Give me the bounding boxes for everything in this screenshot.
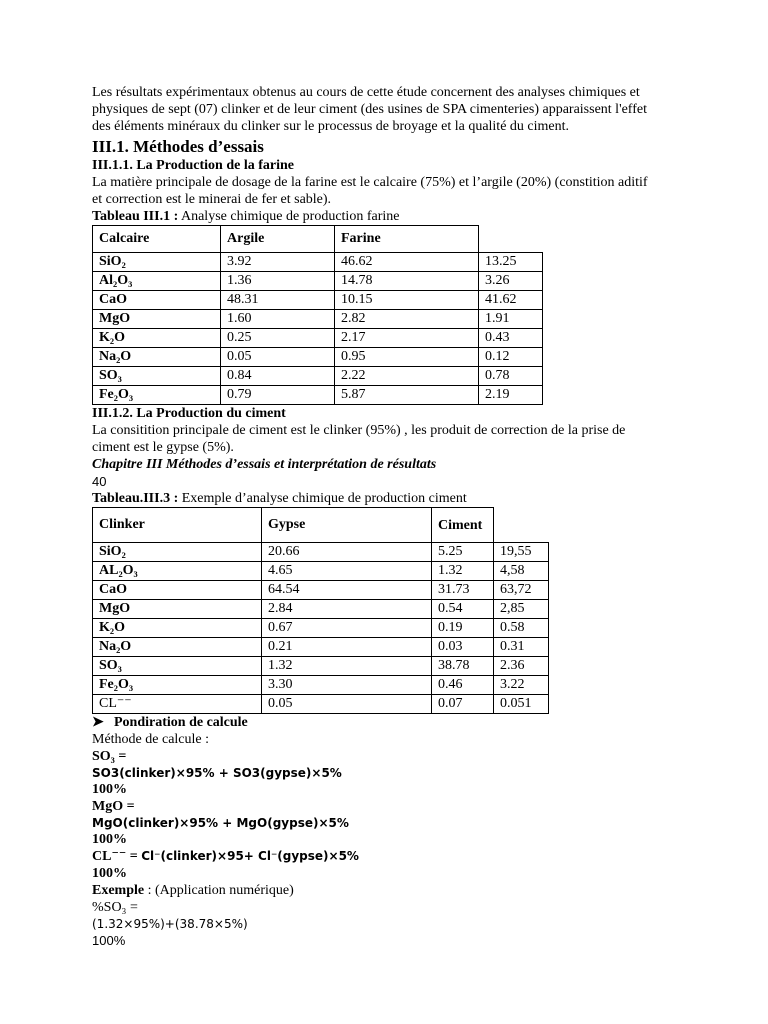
table-cell: 19,55 (494, 543, 549, 562)
table-row (93, 581, 549, 600)
table-row (93, 562, 549, 581)
table-cell: 2.22 (335, 367, 479, 386)
table-cell: 4,58 (494, 562, 549, 581)
weighting-heading (92, 714, 652, 731)
document-page (92, 84, 652, 949)
table-row (93, 600, 549, 619)
intro-paragraph: Les résultats expérimentaux obtenus au cours de cette étude concernent des analyses chimiques et physiques de sept (07) clinker et de leur ciment (des usines de SPA cimenteries) apparaissent l'effet des éléments minéraux du clinker sur le processus de broyage et la qualité du ciment. (92, 85, 647, 134)
table-cell: 0.051 (494, 695, 549, 714)
table-cell: SiO₂ (93, 253, 221, 272)
table1-header-cell (479, 226, 543, 253)
table2-header-cell: Clinker (93, 508, 262, 543)
table-cell: CaO (93, 291, 221, 310)
table-row (93, 619, 549, 638)
cl-line (92, 848, 652, 865)
table-cell: 2.36 (494, 657, 549, 676)
table-cell: SO₃ (93, 367, 221, 386)
table-cell: K₂O (93, 329, 221, 348)
table1-header-row (93, 226, 543, 253)
table-cell: SO₃ (93, 657, 262, 676)
table-cell: 3.26 (479, 272, 543, 291)
table2-caption-text: Exemple d’analyse chimique de production ciment (178, 491, 467, 506)
table-cell: 0.78 (479, 367, 543, 386)
table-cell: 0.05 (262, 695, 432, 714)
table-cell: 0.07 (432, 695, 494, 714)
table-cell: 3.92 (221, 253, 335, 272)
page-number: 40 (92, 474, 107, 489)
table-row (93, 386, 543, 405)
table2 (92, 507, 549, 714)
table1 (92, 225, 543, 405)
table-cell: 0.43 (479, 329, 543, 348)
table-cell: 2.17 (335, 329, 479, 348)
table-cell: 0.03 (432, 638, 494, 657)
table-row (93, 695, 549, 714)
pso3-label: %SO₃ = (92, 900, 138, 915)
table-cell: 31.73 (432, 581, 494, 600)
table-cell: 2.84 (262, 600, 432, 619)
table2-header-cell (494, 508, 549, 543)
table-cell: 41.62 (479, 291, 543, 310)
table-row (93, 657, 549, 676)
table-row (93, 253, 543, 272)
table-row (93, 329, 543, 348)
cl-denominator: 100% (92, 866, 127, 881)
table-cell: 46.62 (335, 253, 479, 272)
mgo-label: MgO = (92, 799, 135, 814)
table-cell: 0.54 (432, 600, 494, 619)
table-cell: 0.67 (262, 619, 432, 638)
mgo-formula: MgO(clinker)×95% + MgO(gypse)×5% (92, 816, 349, 830)
table1-caption (92, 208, 652, 225)
example-label: Exemple (92, 883, 145, 898)
table2-header-cell: Ciment (432, 508, 494, 543)
table1-header-cell: Argile (221, 226, 335, 253)
table-cell: 0.05 (221, 348, 335, 367)
table-row (93, 367, 543, 386)
table-cell: 5.25 (432, 543, 494, 562)
table-cell: 13.25 (479, 253, 543, 272)
table-cell: 0.21 (262, 638, 432, 657)
cl-label: CL⁻⁻ = (92, 849, 142, 864)
table-cell: 0.12 (479, 348, 543, 367)
table-cell: 38.78 (432, 657, 494, 676)
arrow-bullet-icon: ➤ (92, 715, 104, 730)
section-title: III.1. Méthodes d’essais (92, 137, 264, 156)
example-text: : (Application numérique) (144, 883, 294, 898)
table-cell: Fe₂O₃ (93, 386, 221, 405)
pso3-formula: (1.32×95%)+(38.78×5%) (92, 917, 248, 931)
table-cell: 0.84 (221, 367, 335, 386)
table-row (93, 638, 549, 657)
table-cell: 1.60 (221, 310, 335, 329)
table-cell: 20.66 (262, 543, 432, 562)
table-row (93, 348, 543, 367)
so3-denominator: 100% (92, 782, 127, 797)
table-cell: 64.54 (262, 581, 432, 600)
table-cell: 1.36 (221, 272, 335, 291)
table-cell: 4.65 (262, 562, 432, 581)
subsection-1-title: III.1.1. La Production de la farine (92, 158, 294, 173)
table-cell: Fe₂O₃ (93, 676, 262, 695)
table-row (93, 291, 543, 310)
table-cell: 0.19 (432, 619, 494, 638)
table-cell: 1.32 (262, 657, 432, 676)
table2-caption-label: Tableau.III.3 : (92, 491, 179, 506)
chapter-footer: Chapitre III Méthodes d’essais et interprétation de résultats (92, 457, 437, 472)
table-cell: 14.78 (335, 272, 479, 291)
table-cell: 0.25 (221, 329, 335, 348)
table1-caption-text: Analyse chimique de production farine (178, 209, 400, 224)
subsection-1-text: La matière principale de dosage de la farine est le calcaire (75%) et l’argile (20%) (constition aditif et correction est le minerai de fer et sable). (92, 175, 648, 207)
table-cell: 3.30 (262, 676, 432, 695)
table-cell: 0.31 (494, 638, 549, 657)
table-cell: CaO (93, 581, 262, 600)
table-cell: 2.82 (335, 310, 479, 329)
table-cell: MgO (93, 310, 221, 329)
method-label: Méthode de calcule : (92, 732, 210, 747)
table-cell: 1.32 (432, 562, 494, 581)
table-cell: 0.46 (432, 676, 494, 695)
table-cell: Na₂O (93, 348, 221, 367)
table-cell: 63,72 (494, 581, 549, 600)
table-cell: Al₂O₃ (93, 272, 221, 291)
table-cell: CL⁻⁻ (93, 695, 262, 714)
table2-header-row (93, 508, 549, 543)
table-row (93, 310, 543, 329)
table-cell: 5.87 (335, 386, 479, 405)
table-row (93, 676, 549, 695)
table-cell: Na₂O (93, 638, 262, 657)
table-cell: SiO₂ (93, 543, 262, 562)
table2-header-cell: Gypse (262, 508, 432, 543)
table-cell: MgO (93, 600, 262, 619)
table-cell: 1.91 (479, 310, 543, 329)
table-cell: 0.58 (494, 619, 549, 638)
table-cell: 48.31 (221, 291, 335, 310)
table-cell: 3.22 (494, 676, 549, 695)
so3-formula: SO3(clinker)×95% + SO3(gypse)×5% (92, 766, 342, 780)
cl-formula: Cl⁻(clinker)×95+ Cl⁻(gypse)×5% (141, 849, 359, 863)
mgo-denominator: 100% (92, 832, 127, 847)
table-row (93, 272, 543, 291)
subsection-2-title: III.1.2. La Production du ciment (92, 406, 286, 421)
table-row (93, 543, 549, 562)
table-cell: K₂O (93, 619, 262, 638)
table2-caption (92, 490, 652, 507)
table-cell: 0.95 (335, 348, 479, 367)
example-line (92, 882, 652, 899)
table-cell: 0.79 (221, 386, 335, 405)
table1-header-cell: Calcaire (93, 226, 221, 253)
table-cell: 2.19 (479, 386, 543, 405)
table-cell: AL₂O₃ (93, 562, 262, 581)
weighting-title: Pondiration de calcule (114, 715, 248, 730)
table1-header-cell: Farine (335, 226, 479, 253)
table1-caption-label: Tableau III.1 : (92, 209, 179, 224)
table-cell: 10.15 (335, 291, 479, 310)
so3-label: SO₃ = (92, 749, 127, 764)
pso3-denominator: 100% (92, 933, 126, 948)
subsection-2-text: La consitition principale de ciment est le clinker (95%) , les produit de correction de la prise de ciment est le gypse (5%). (92, 423, 626, 455)
table-cell: 2,85 (494, 600, 549, 619)
